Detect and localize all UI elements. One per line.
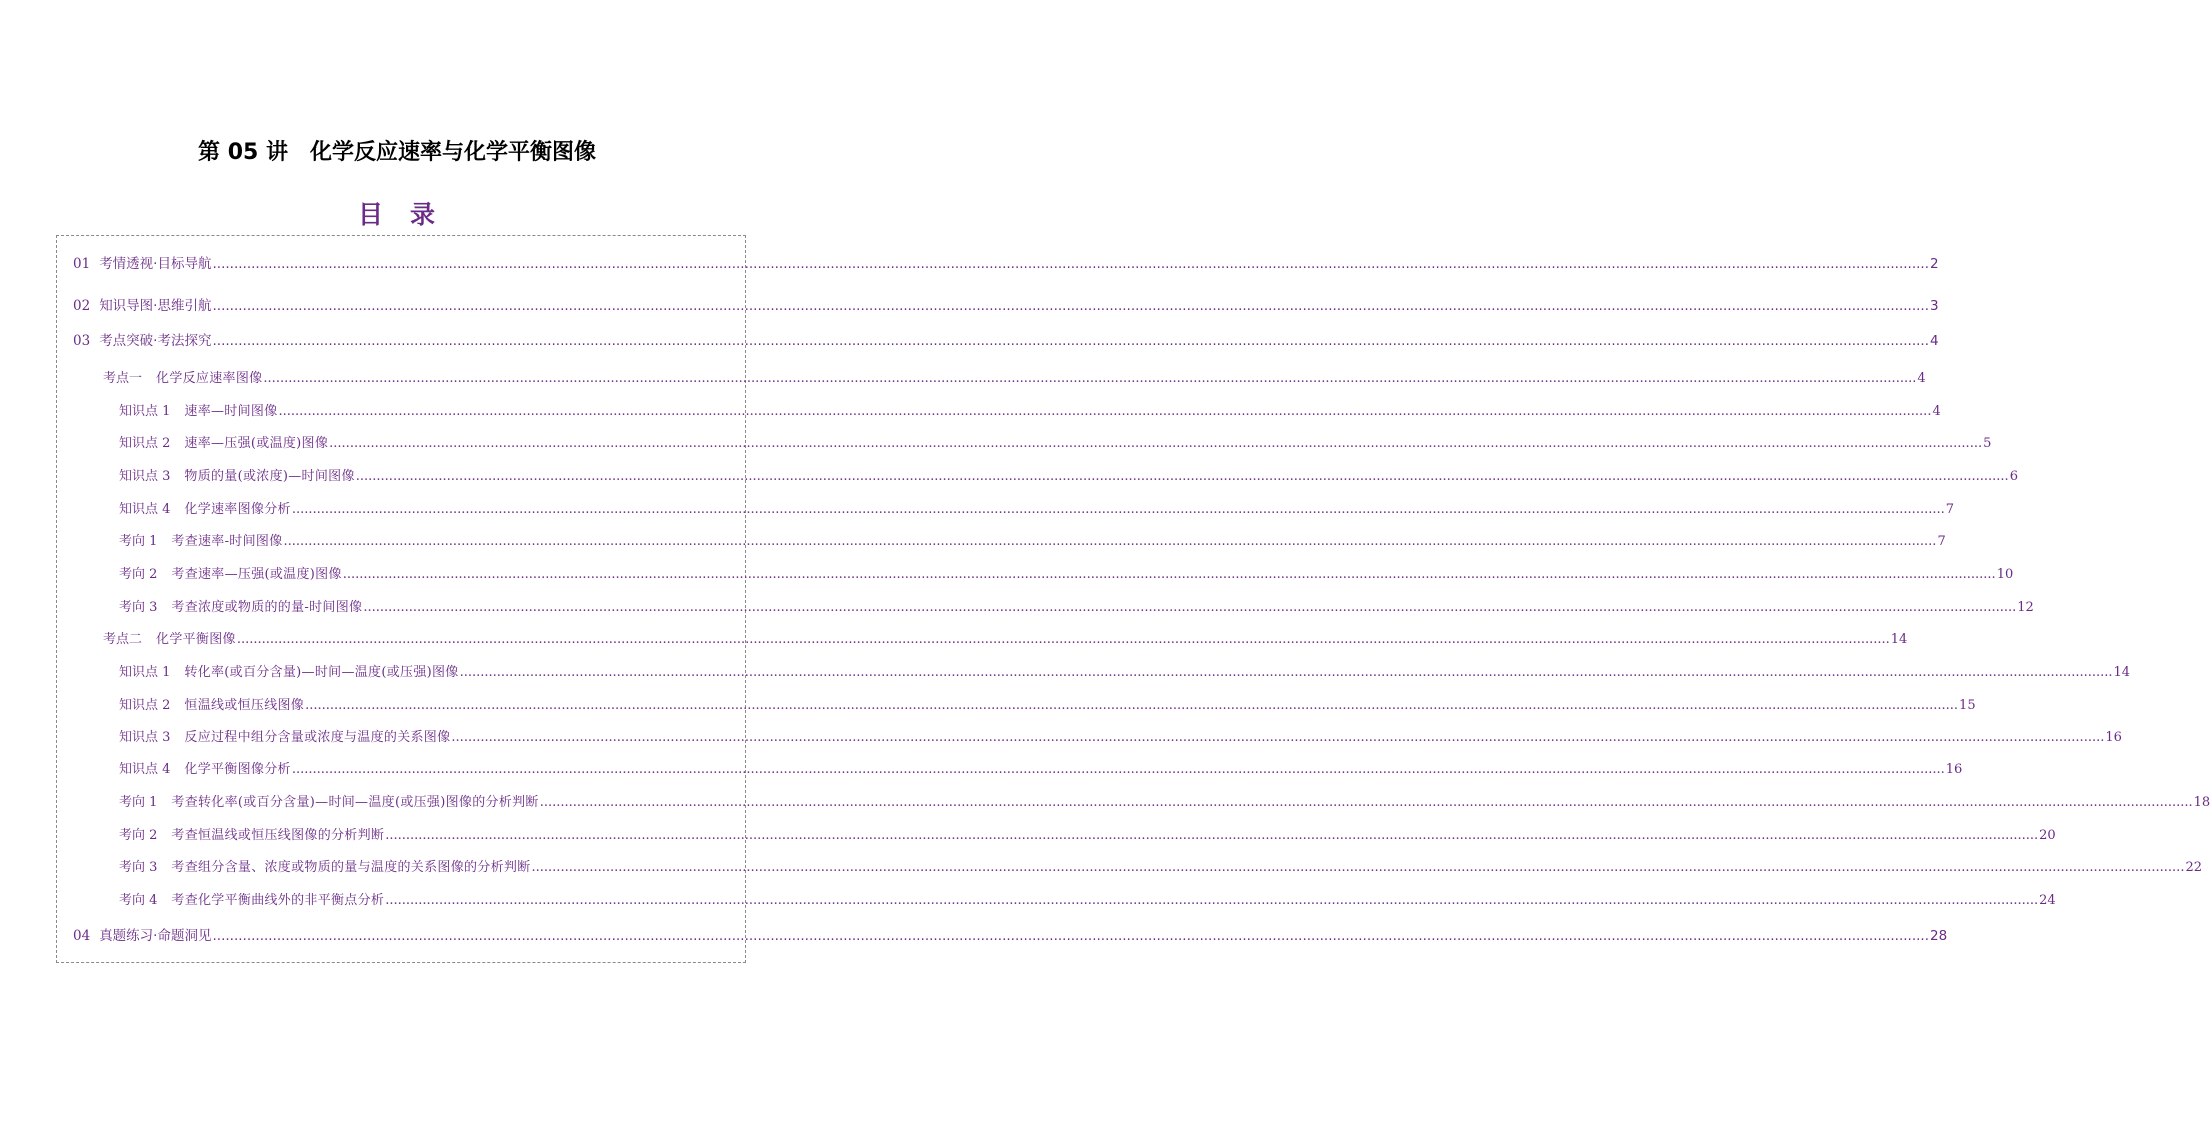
page-title: 第 05 讲 化学反应速率与化学平衡图像	[198, 140, 596, 165]
toc-entry-label: 考查组分含量、浓度或物质的量与温度的关系图像的分析判断	[171, 860, 531, 875]
toc-entry[interactable]	[119, 468, 2018, 486]
toc-entry-label: 考情透视·目标导航	[99, 256, 212, 272]
toc-entry[interactable]	[103, 370, 1926, 388]
toc-entry[interactable]	[73, 332, 1939, 350]
toc-entry[interactable]	[119, 501, 1955, 519]
toc-entry[interactable]	[119, 697, 1976, 715]
toc-entry-label: 考查转化率(或百分含量)—时间—温度(或压强)图像的分析判断	[171, 795, 539, 810]
toc-entry[interactable]	[119, 599, 2034, 617]
toc-entry-page: 15	[1959, 698, 1976, 713]
toc-entry[interactable]	[119, 566, 2014, 584]
toc-entry-page: 16	[2105, 730, 2122, 745]
table-of-contents	[56, 235, 2210, 963]
toc-entry[interactable]	[119, 533, 1946, 551]
toc-entry[interactable]	[119, 435, 1992, 453]
toc-entry[interactable]	[103, 631, 1908, 649]
toc-entry[interactable]	[119, 664, 2131, 682]
toc-entry-page: 7	[1937, 534, 1946, 549]
dot-leader: ................................................................................................................................................................................................................................................................................................................................................................................................................	[278, 404, 1932, 419]
toc-entry-number: 考向 3	[119, 860, 158, 875]
toc-entry-page: 24	[2039, 893, 2056, 908]
toc-entry[interactable]	[119, 794, 2210, 812]
dot-leader: ................................................................................................................................................................................................................................................................................................................................................................................................................	[305, 698, 1959, 713]
toc-entry-page: 4	[1932, 404, 1941, 419]
toc-entry-label: 物质的量(或浓度)—时间图像	[184, 469, 355, 484]
toc-entry-page: 5	[1983, 436, 1992, 451]
toc-entry[interactable]	[119, 827, 2056, 845]
toc-entry-page: 18	[2193, 795, 2210, 810]
dot-leader: ................................................................................................................................................................................................................................................................................................................................................................................................................	[451, 730, 2105, 745]
dot-leader: ................................................................................................................................................................................................................................................................................................................................................................................................................	[539, 795, 2193, 810]
toc-entry-number: 考向 2	[119, 567, 158, 582]
dot-leader: ................................................................................................................................................................................................................................................................................................................................................................................................................	[385, 828, 2039, 843]
toc-entry-page: 2	[1930, 256, 1939, 272]
toc-entry[interactable]	[73, 255, 1939, 273]
dot-leader: ................................................................................................................................................................................................................................................................................................................................................................................................................	[212, 256, 1929, 272]
toc-entry-label: 真题练习·命题洞见	[99, 928, 212, 944]
toc-entry-page: 12	[2017, 600, 2034, 615]
toc-entry[interactable]	[119, 403, 1941, 421]
toc-entry-label: 考查速率-时间图像	[171, 534, 283, 549]
dot-leader: ................................................................................................................................................................................................................................................................................................................................................................................................................	[212, 333, 1929, 349]
toc-entry-label: 考查速率—压强(或温度)图像	[171, 567, 342, 582]
dot-leader: ................................................................................................................................................................................................................................................................................................................................................................................................................	[263, 371, 1917, 386]
dot-leader: ................................................................................................................................................................................................................................................................................................................................................................................................................	[342, 567, 1996, 582]
toc-entry-number: 知识点 1	[119, 665, 171, 680]
toc-entry-page: 14	[2113, 665, 2131, 680]
toc-entry-number: 考向 1	[119, 534, 158, 549]
toc-entry-label: 知识导图·思维引航	[99, 298, 212, 314]
toc-heading: 目 录	[357, 200, 436, 229]
toc-entry-label: 恒温线或恒压线图像	[184, 698, 305, 713]
dot-leader: ................................................................................................................................................................................................................................................................................................................................................................................................................	[329, 436, 1983, 451]
dot-leader: ................................................................................................................................................................................................................................................................................................................................................................................................................	[291, 502, 1945, 517]
toc-entry-label: 考点突破·考法探究	[99, 333, 212, 349]
toc-entry[interactable]	[119, 892, 2056, 910]
dot-leader: ................................................................................................................................................................................................................................................................................................................................................................................................................	[212, 928, 1929, 944]
toc-entry-label: 考查浓度或物质的的量-时间图像	[171, 600, 363, 615]
toc-entry-number: 考向 4	[119, 893, 158, 908]
toc-entry-page: 6	[2009, 469, 2018, 484]
dot-leader: ................................................................................................................................................................................................................................................................................................................................................................................................................	[355, 469, 2009, 484]
toc-entry-label: 化学反应速率图像	[156, 371, 263, 386]
toc-entry-label: 转化率(或百分含量)—时间—温度(或压强)图像	[184, 665, 459, 680]
toc-entry[interactable]	[73, 927, 1948, 945]
toc-entry-number: 知识点 3	[119, 730, 171, 745]
toc-entry-number: 02	[73, 298, 91, 314]
toc-entry-number: 知识点 2	[119, 436, 171, 451]
toc-entry-page: 20	[2039, 828, 2056, 843]
toc-entry-page: 7	[1945, 502, 1955, 517]
toc-entry-page: 16	[1945, 762, 1963, 777]
toc-entry-page: 22	[2185, 860, 2202, 875]
toc-entry-number: 知识点 4	[119, 762, 171, 777]
toc-entry-page: 10	[1996, 567, 2014, 582]
toc-entry[interactable]	[119, 859, 2202, 877]
dot-leader: ................................................................................................................................................................................................................................................................................................................................................................................................................	[531, 860, 2185, 875]
toc-entry-number: 考向 2	[119, 828, 158, 843]
toc-entry-page: 3	[1930, 298, 1939, 314]
toc-entry-number: 考点一	[103, 371, 143, 386]
toc-entry-number: 考向 1	[119, 795, 158, 810]
toc-entry[interactable]	[73, 297, 1939, 315]
dot-leader: ................................................................................................................................................................................................................................................................................................................................................................................................................	[385, 893, 2039, 908]
dot-leader: ................................................................................................................................................................................................................................................................................................................................................................................................................	[236, 632, 1890, 647]
dot-leader: ................................................................................................................................................................................................................................................................................................................................................................................................................	[363, 600, 2017, 615]
toc-entry-label: 考查恒温线或恒压线图像的分析判断	[171, 828, 385, 843]
toc-entry-number: 考向 3	[119, 600, 158, 615]
toc-entry-label: 化学速率图像分析	[184, 502, 291, 517]
toc-entry-number: 知识点 1	[119, 404, 171, 419]
dot-leader: ................................................................................................................................................................................................................................................................................................................................................................................................................	[291, 762, 1945, 777]
toc-entry-label: 化学平衡图像分析	[184, 762, 291, 777]
toc-entry-page: 4	[1930, 333, 1939, 349]
dot-leader: ................................................................................................................................................................................................................................................................................................................................................................................................................	[459, 665, 2113, 680]
dot-leader: ................................................................................................................................................................................................................................................................................................................................................................................................................	[212, 298, 1929, 314]
toc-entry-number: 知识点 2	[119, 698, 171, 713]
toc-entry-page: 14	[1890, 632, 1908, 647]
toc-entry-number: 知识点 4	[119, 502, 171, 517]
toc-entry-label: 速率—时间图像	[184, 404, 278, 419]
toc-entry-number: 01	[73, 256, 91, 272]
dot-leader: ................................................................................................................................................................................................................................................................................................................................................................................................................	[283, 534, 1937, 549]
toc-entry-page: 28	[1930, 928, 1948, 944]
toc-entry-page: 4	[1917, 371, 1926, 386]
toc-entry[interactable]	[119, 761, 1963, 779]
toc-entry-label: 化学平衡图像	[156, 632, 236, 647]
toc-entry-label: 考查化学平衡曲线外的非平衡点分析	[171, 893, 385, 908]
toc-entry-number: 知识点 3	[119, 469, 171, 484]
toc-entry-number: 03	[73, 333, 91, 349]
toc-entry-number: 考点二	[103, 632, 143, 647]
toc-entry-number: 04	[73, 928, 91, 944]
toc-entry[interactable]	[119, 729, 2122, 747]
toc-entry-label: 反应过程中组分含量或浓度与温度的关系图像	[184, 730, 451, 745]
toc-entry-label: 速率—压强(或温度)图像	[184, 436, 329, 451]
